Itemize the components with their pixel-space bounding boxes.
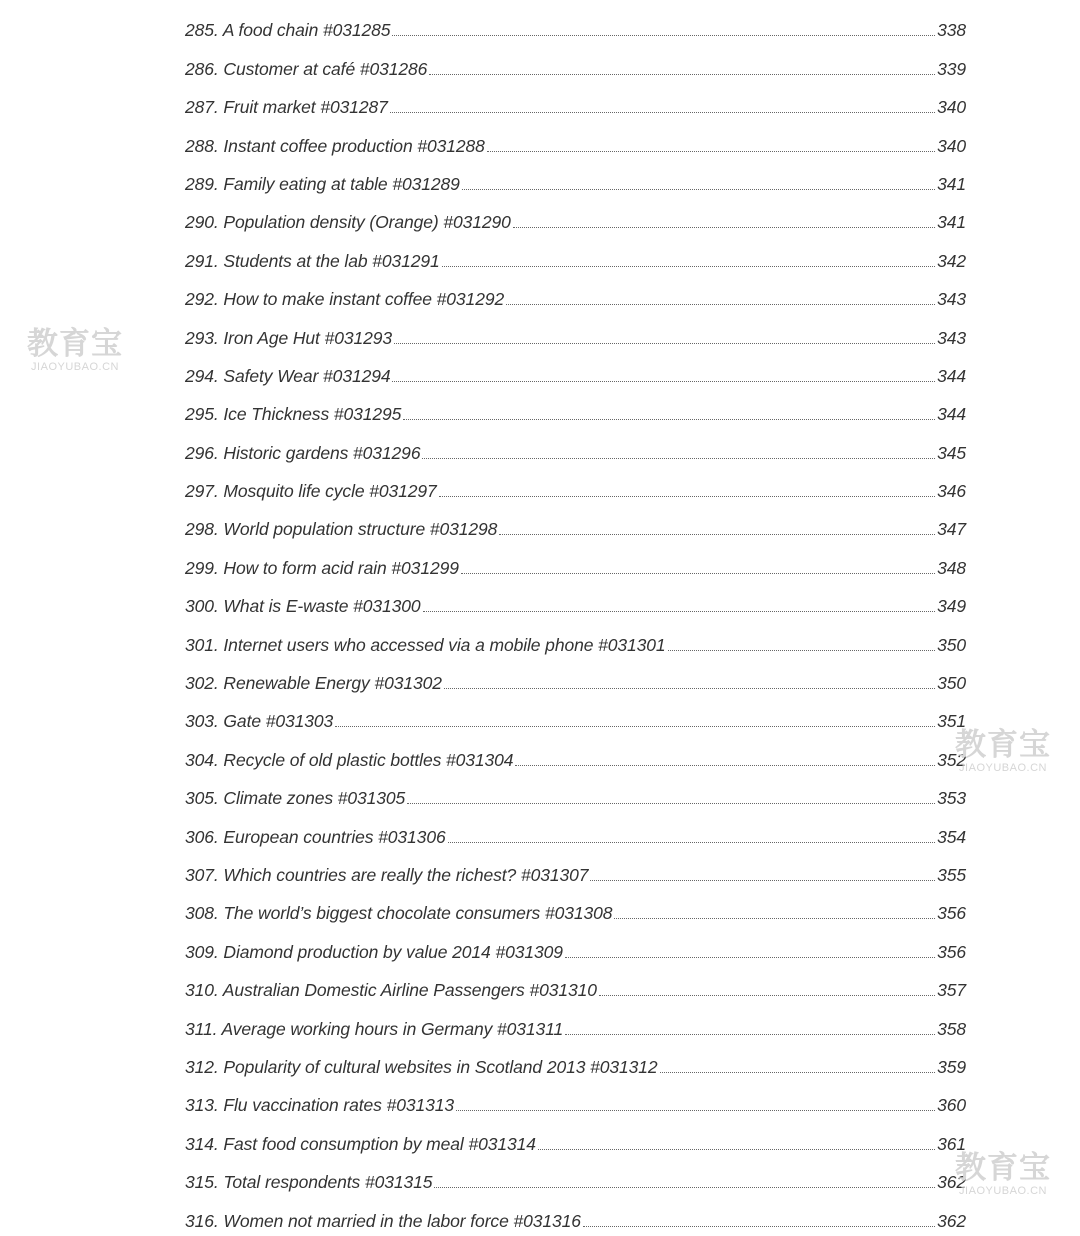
toc-entry-290[interactable] <box>185 199 966 237</box>
toc-entry-title: 308. The world’s biggest chocolate consumers #031308 <box>185 903 613 924</box>
toc-page-number: 356 <box>937 941 966 962</box>
toc-entry-title: 292. How to make instant coffee #031292 <box>185 289 505 310</box>
toc-entry-title: 299. How to form acid rain #031299 <box>185 557 459 578</box>
toc-entry-288[interactable] <box>185 122 966 160</box>
toc-dot-leader <box>448 842 936 843</box>
toc-entry-312[interactable] <box>185 1044 966 1082</box>
toc-page-number: 338 <box>937 20 966 41</box>
toc-entry-303[interactable] <box>185 698 966 736</box>
toc-entry-title: 297. Mosquito life cycle #031297 <box>185 481 437 502</box>
toc-entry-title: 301. Internet users who accessed via a mobile phone #031301 <box>185 634 666 655</box>
toc-page-number: 353 <box>937 788 966 809</box>
toc-dot-leader <box>590 880 935 881</box>
toc-entry-title: 300. What is E-waste #031300 <box>185 596 421 617</box>
toc-entry-title: 309. Diamond production by value 2014 #031309 <box>185 941 563 962</box>
toc-page-number: 343 <box>937 289 966 310</box>
toc-entry-300[interactable] <box>185 583 966 621</box>
toc-entry-294[interactable] <box>185 353 966 391</box>
toc-entry-title: 316. Women not married in the labor force #031316 <box>185 1210 581 1231</box>
toc-entry-title: 302. Renewable Energy #031302 <box>185 673 442 694</box>
toc-page-number: 361 <box>937 1133 966 1154</box>
toc-dot-leader <box>456 1110 935 1111</box>
toc-entry-title: 312. Popularity of cultural websites in Scotland 2013 #031312 <box>185 1056 658 1077</box>
toc-dot-leader <box>583 1226 935 1227</box>
toc-page-number: 350 <box>937 673 966 694</box>
toc-entry-301[interactable] <box>185 621 966 659</box>
toc-dot-leader <box>462 189 935 190</box>
toc-page-number: 356 <box>937 903 966 924</box>
toc-entry-295[interactable] <box>185 391 966 429</box>
toc-entry-292[interactable] <box>185 276 966 314</box>
toc-dot-leader <box>335 726 935 727</box>
toc-entry-title: 294. Safety Wear #031294 <box>185 365 391 386</box>
toc-entry-title: 295. Ice Thickness #031295 <box>185 404 402 425</box>
toc-dot-leader <box>599 995 935 996</box>
toc-entry-308[interactable] <box>185 890 966 928</box>
toc-entry-title: 298. World population structure #031298 <box>185 519 498 540</box>
toc-entry-311[interactable] <box>185 1005 966 1043</box>
watermark-logo-text: 教育宝 <box>955 727 1051 763</box>
toc-entry-title: 293. Iron Age Hut #031293 <box>185 327 393 348</box>
toc-page-number: 350 <box>937 634 966 655</box>
toc-page-number: 351 <box>937 711 966 732</box>
toc-page-number: 349 <box>937 596 966 617</box>
toc-entry-298[interactable] <box>185 506 966 544</box>
toc-entry-307[interactable] <box>185 852 966 890</box>
toc-dot-leader <box>403 419 935 420</box>
toc-entry-304[interactable] <box>185 736 966 774</box>
toc-page-number: 346 <box>937 481 966 502</box>
toc-page-number: 344 <box>937 404 966 425</box>
watermark-logo <box>18 327 132 373</box>
toc-entry-296[interactable] <box>185 429 966 467</box>
toc-page-number: 341 <box>937 173 966 194</box>
toc-dot-leader <box>499 534 935 535</box>
watermark-logo-text: 教育宝 <box>955 1150 1051 1186</box>
toc-entry-316[interactable] <box>185 1197 966 1235</box>
toc-dot-leader <box>444 688 935 689</box>
toc-dot-leader <box>434 1187 935 1188</box>
toc-dot-leader <box>668 650 936 651</box>
toc-entry-285[interactable] <box>185 7 966 45</box>
toc-dot-leader <box>614 918 935 919</box>
toc-dot-leader <box>422 458 935 459</box>
watermark-logo-text: 教育宝 <box>27 326 123 362</box>
toc-entry-title: 288. Instant coffee production #031288 <box>185 135 485 156</box>
toc-entry-title: 305. Climate zones #031305 <box>185 788 406 809</box>
watermark-url: JIAOYUBAO.CN <box>31 361 119 373</box>
toc-page-number: 358 <box>937 1018 966 1039</box>
toc-entry-title: 315. Total respondents #031315 <box>185 1172 433 1193</box>
toc-entry-314[interactable] <box>185 1120 966 1158</box>
toc-dot-leader <box>565 957 935 958</box>
toc-dot-leader <box>565 1034 935 1035</box>
toc-page-number: 340 <box>937 135 966 156</box>
toc-entry-289[interactable] <box>185 161 966 199</box>
table-of-contents <box>185 7 966 1236</box>
toc-page-number: 360 <box>937 1095 966 1116</box>
toc-entry-286[interactable] <box>185 45 966 83</box>
toc-dot-leader <box>538 1149 935 1150</box>
toc-page-number: 362 <box>937 1172 966 1193</box>
toc-entry-305[interactable] <box>185 775 966 813</box>
toc-dot-leader <box>392 381 935 382</box>
toc-page-number: 354 <box>937 826 966 847</box>
toc-page-number: 355 <box>937 864 966 885</box>
toc-entry-306[interactable] <box>185 813 966 851</box>
toc-dot-leader <box>513 227 935 228</box>
toc-entry-315[interactable] <box>185 1159 966 1197</box>
toc-entry-309[interactable] <box>185 928 966 966</box>
toc-page-number: 341 <box>937 212 966 233</box>
toc-entry-291[interactable] <box>185 237 966 275</box>
toc-dot-leader <box>439 496 935 497</box>
toc-dot-leader <box>506 304 935 305</box>
toc-entry-title: 289. Family eating at table #031289 <box>185 173 460 194</box>
toc-page-number: 362 <box>937 1210 966 1231</box>
toc-entry-313[interactable] <box>185 1082 966 1120</box>
toc-page-number: 357 <box>937 980 966 1001</box>
toc-dot-leader <box>487 151 935 152</box>
toc-page-number: 342 <box>937 250 966 271</box>
toc-page-number: 348 <box>937 557 966 578</box>
toc-entry-310[interactable] <box>185 967 966 1005</box>
toc-page-number: 345 <box>937 442 966 463</box>
toc-entry-title: 306. European countries #031306 <box>185 826 446 847</box>
toc-entry-title: 307. Which countries are really the richest? #031307 <box>185 864 589 885</box>
toc-entry-title: 286. Customer at café #031286 <box>185 58 428 79</box>
toc-page-number: 347 <box>937 519 966 540</box>
toc-entry-title: 310. Australian Domestic Airline Passengers #031310 <box>185 980 597 1001</box>
toc-entry-title: 311. Average working hours in Germany #031311 <box>185 1018 564 1039</box>
toc-page-number: 359 <box>937 1056 966 1077</box>
toc-dot-leader <box>461 573 935 574</box>
toc-dot-leader <box>660 1072 936 1073</box>
toc-dot-leader <box>442 266 935 267</box>
toc-page-number: 340 <box>937 97 966 118</box>
toc-page-number: 343 <box>937 327 966 348</box>
toc-dot-leader <box>394 343 935 344</box>
toc-dot-leader <box>423 611 936 612</box>
toc-entry-title: 314. Fast food consumption by meal #031314 <box>185 1133 536 1154</box>
toc-entry-287[interactable] <box>185 84 966 122</box>
toc-entry-title: 304. Recycle of old plastic bottles #031304 <box>185 749 514 770</box>
toc-dot-leader <box>429 74 935 75</box>
toc-entry-299[interactable] <box>185 544 966 582</box>
toc-dot-leader <box>407 803 935 804</box>
toc-entry-title: 303. Gate #031303 <box>185 711 334 732</box>
toc-dot-leader <box>392 35 935 36</box>
toc-entry-title: 313. Flu vaccination rates #031313 <box>185 1095 455 1116</box>
toc-entry-title: 296. Historic gardens #031296 <box>185 442 421 463</box>
watermark-url: JIAOYUBAO.CN <box>959 1185 1047 1197</box>
toc-entry-293[interactable] <box>185 314 966 352</box>
toc-entry-title: 291. Students at the lab #031291 <box>185 250 440 271</box>
toc-dot-leader <box>390 112 935 113</box>
toc-entry-297[interactable] <box>185 468 966 506</box>
toc-page-number: 339 <box>937 58 966 79</box>
watermark-url: JIAOYUBAO.CN <box>959 762 1047 774</box>
toc-entry-title: 287. Fruit market #031287 <box>185 97 388 118</box>
toc-entry-302[interactable] <box>185 660 966 698</box>
toc-page-number: 344 <box>937 365 966 386</box>
toc-page-number: 352 <box>937 749 966 770</box>
toc-entry-title: 290. Population density (Orange) #031290 <box>185 212 511 233</box>
toc-dot-leader <box>515 765 935 766</box>
toc-entry-title: 285. A food chain #031285 <box>185 20 391 41</box>
